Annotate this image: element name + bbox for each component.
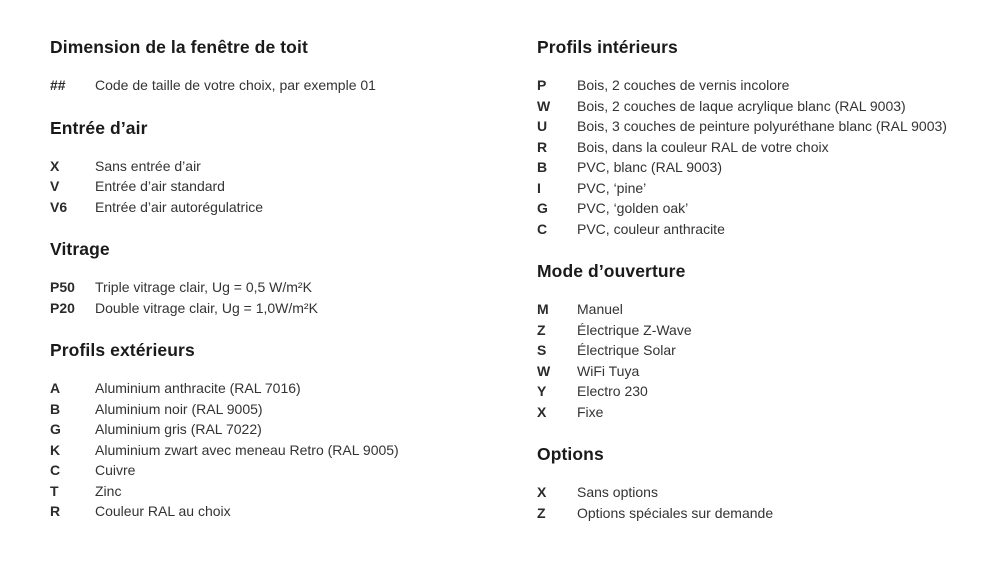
item-description: Sans options	[577, 484, 658, 500]
list-item	[537, 219, 985, 240]
profils-interieurs-list	[537, 75, 985, 239]
item-code: X	[50, 157, 60, 174]
left-column	[50, 36, 492, 562]
profils-exterieurs-list	[50, 378, 492, 522]
list-item	[50, 197, 492, 218]
section-heading-mode-ouverture: Mode d’ouverture	[537, 261, 686, 281]
item-description: Bois, 3 couches de peinture polyuréthane blanc (RAL 9003)	[577, 118, 947, 134]
item-code: S	[537, 342, 547, 358]
item-code: B	[50, 400, 61, 417]
list-item	[50, 460, 492, 481]
list-item	[537, 482, 985, 503]
list-item	[50, 501, 492, 522]
item-code: M	[537, 301, 549, 317]
item-code: Y	[537, 383, 547, 399]
list-item	[50, 481, 492, 502]
entree-air-list	[50, 156, 492, 218]
item-description: Bois, 2 couches de laque acrylique blanc (RAL 9003)	[577, 97, 906, 114]
item-code: C	[537, 220, 548, 237]
item-description: Electro 230	[577, 383, 648, 399]
item-code: U	[537, 118, 548, 134]
item-code: I	[537, 179, 541, 196]
item-code: G	[50, 421, 61, 437]
item-description: Entrée d’air autorégulatrice	[95, 198, 264, 215]
item-description: Électrique Z-Wave	[577, 321, 692, 338]
list-item	[50, 277, 492, 298]
list-item	[50, 378, 492, 399]
list-item	[537, 361, 985, 382]
item-description: WiFi Tuya	[577, 362, 640, 379]
item-description: PVC, couleur anthracite	[577, 220, 725, 237]
item-code: G	[537, 200, 548, 216]
list-item	[50, 399, 492, 420]
item-code: X	[537, 403, 547, 420]
section-heading-options: Options	[537, 444, 604, 464]
item-code: V6	[50, 198, 68, 215]
item-description: Aluminium zwart avec meneau Retro (RAL 9005)	[95, 441, 399, 458]
item-description: Fixe	[577, 403, 604, 420]
vitrage-list	[50, 277, 492, 318]
list-item	[537, 157, 985, 178]
item-code: C	[50, 462, 61, 478]
item-description: Sans entrée d’air	[95, 157, 201, 174]
item-code: P50	[50, 279, 75, 295]
right-column	[537, 36, 985, 562]
list-item	[50, 156, 492, 177]
item-description: PVC, ‘golden oak’	[577, 200, 689, 216]
item-code: W	[537, 97, 551, 114]
item-description: Aluminium noir (RAL 9005)	[95, 400, 263, 417]
list-item	[537, 503, 985, 524]
item-description: Aluminium gris (RAL 7022)	[95, 421, 262, 437]
list-item	[537, 137, 985, 158]
item-code: R	[537, 138, 548, 155]
list-item	[537, 75, 985, 96]
item-description: Cuivre	[95, 462, 136, 478]
item-code: P	[537, 77, 547, 93]
item-code: R	[50, 503, 61, 519]
item-code: A	[50, 380, 61, 396]
item-code: X	[537, 484, 547, 500]
list-item	[50, 75, 492, 96]
item-description: Bois, dans la couleur RAL de votre choix	[577, 138, 829, 155]
dimension-list	[50, 75, 492, 96]
list-item	[537, 198, 985, 219]
list-item	[50, 298, 492, 319]
item-code: K	[50, 441, 61, 458]
item-code: Z	[537, 504, 546, 521]
section-heading-entree-air: Entrée d’air	[50, 117, 148, 138]
item-code: W	[537, 362, 551, 379]
section-heading-profils-exterieurs: Profils extérieurs	[50, 340, 195, 360]
item-code: T	[50, 482, 59, 499]
section-heading-dimension: Dimension de la fenêtre de toit	[50, 37, 308, 57]
list-item	[537, 320, 985, 341]
item-description: Électrique Solar	[577, 342, 676, 358]
item-description: Double vitrage clair, Ug = 1,0W/m²K	[95, 299, 318, 316]
list-item	[537, 96, 985, 117]
section-heading-profils-interieurs: Profils intérieurs	[537, 37, 678, 57]
item-description: Entrée d’air standard	[95, 178, 225, 194]
item-code: P20	[50, 299, 75, 316]
item-description: Manuel	[577, 301, 623, 317]
options-list	[537, 482, 985, 523]
list-item	[537, 381, 985, 402]
section-heading-vitrage: Vitrage	[50, 239, 110, 259]
item-code: B	[537, 159, 548, 175]
item-code: Z	[537, 321, 546, 338]
list-item	[537, 299, 985, 320]
list-item	[537, 402, 985, 423]
item-description: PVC, blanc (RAL 9003)	[577, 159, 722, 175]
list-item	[537, 116, 985, 137]
list-item	[537, 340, 985, 361]
item-description: Zinc	[95, 482, 122, 499]
mode-ouverture-list	[537, 299, 985, 422]
item-description: Triple vitrage clair, Ug = 0,5 W/m²K	[95, 279, 312, 295]
item-description: Code de taille de votre choix, par exemple 01	[95, 77, 376, 93]
item-description: Aluminium anthracite (RAL 7016)	[95, 380, 301, 396]
list-item	[50, 440, 492, 461]
list-item	[50, 419, 492, 440]
item-code: ##	[50, 77, 66, 93]
list-item	[50, 176, 492, 197]
item-description: Couleur RAL au choix	[95, 503, 231, 519]
item-description: Options spéciales sur demande	[577, 504, 774, 521]
item-description: PVC, ‘pine’	[577, 179, 647, 196]
item-description: Bois, 2 couches de vernis incolore	[577, 77, 790, 93]
item-code: V	[50, 178, 60, 194]
list-item	[537, 178, 985, 199]
